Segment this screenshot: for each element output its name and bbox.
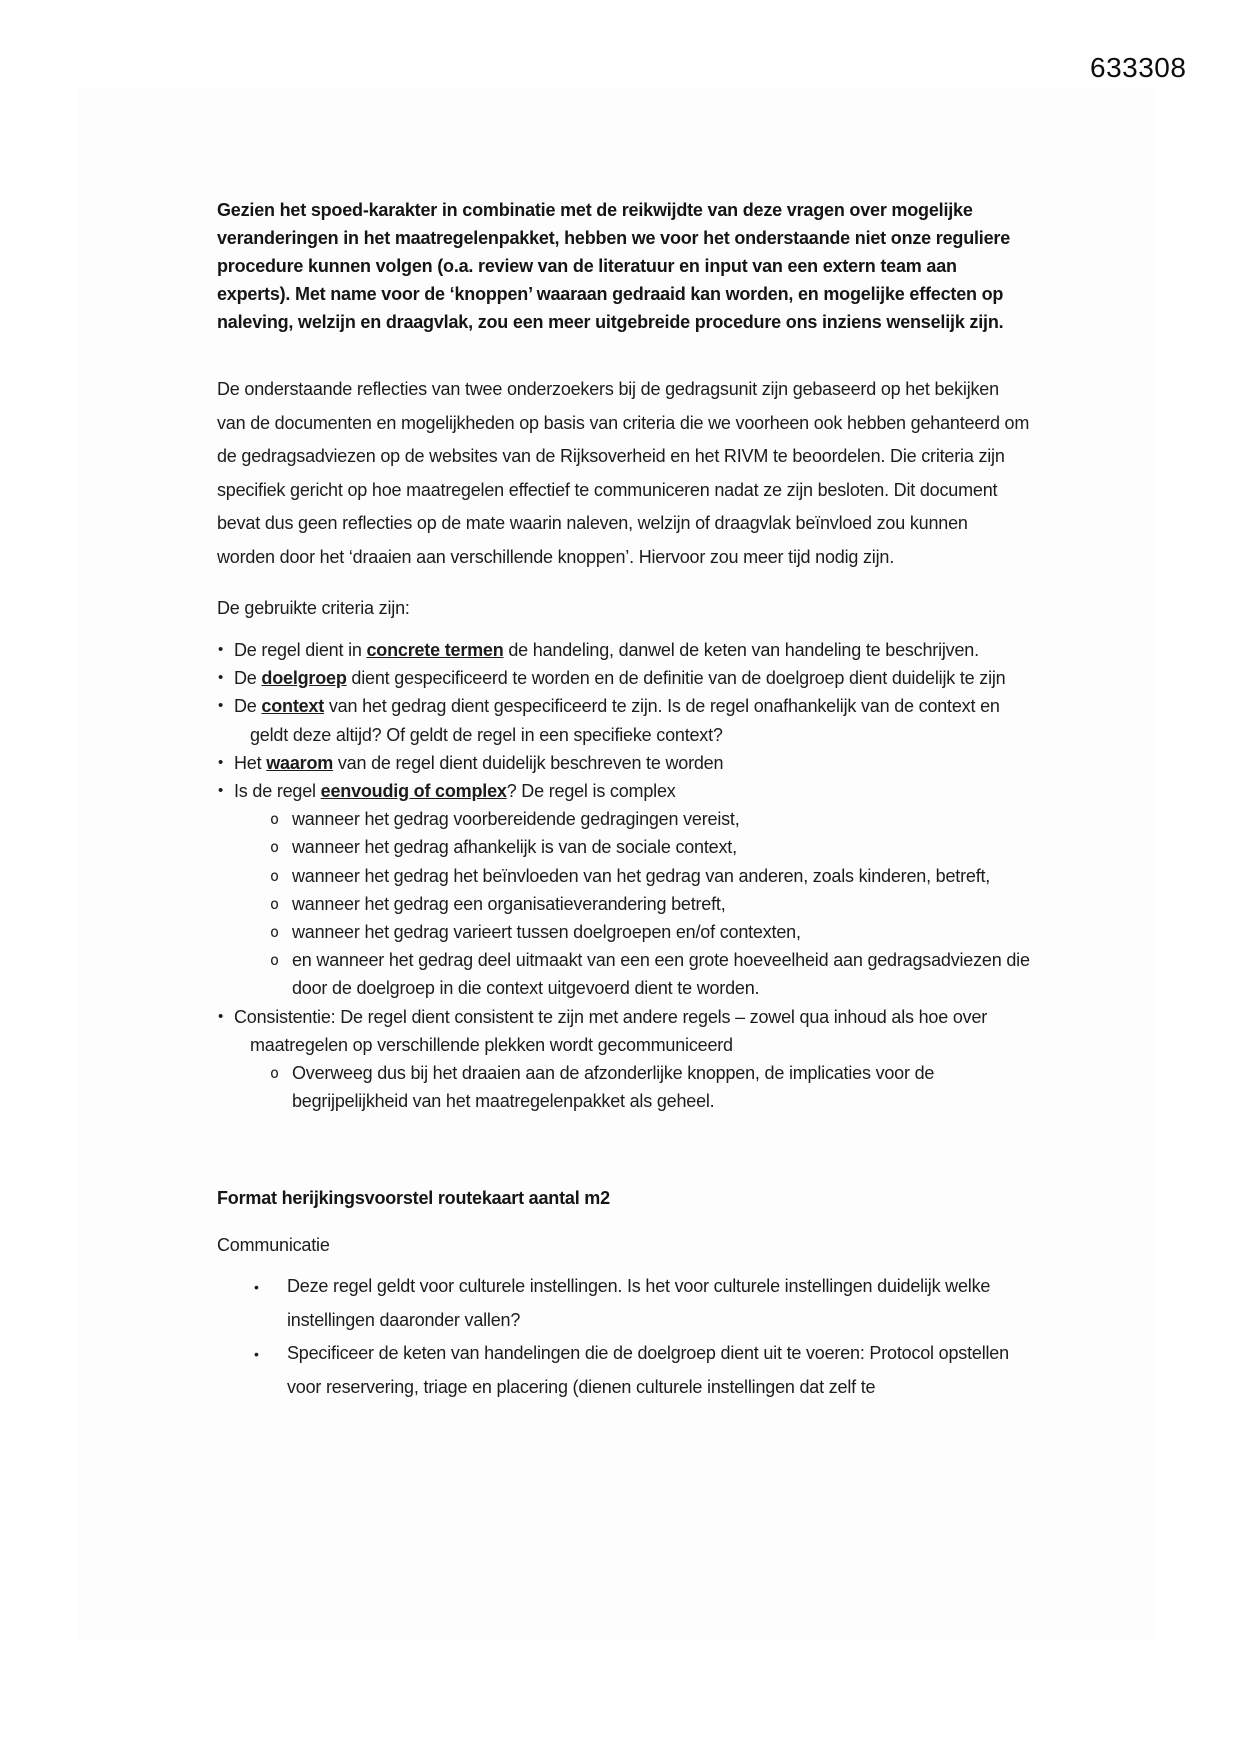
criteria-item: [217, 636, 1030, 664]
bullet-icon: •: [218, 669, 224, 687]
document-content: [217, 196, 1030, 1404]
circle-bullet-icon: o: [270, 810, 279, 829]
complex-condition-text: wanneer het gedrag afhankelijk is van de sociale context,: [292, 837, 737, 858]
complex-condition-text: wanneer het gedrag varieert tussen doelgroepen en/of contexten,: [292, 922, 801, 943]
communicatie-item: [217, 1337, 1030, 1404]
bullet-icon: •: [218, 782, 224, 800]
complex-condition-text: wanneer het gedrag voorbereidende gedragingen vereist,: [292, 809, 740, 830]
communicatie-text: Deze regel geldt voor culturele instellingen. Is het voor culturele instellingen duidelijk welke instellingen daaronder vallen?: [287, 1276, 991, 1330]
bullet-icon: •: [254, 1346, 259, 1363]
complex-condition-item: [217, 862, 1030, 890]
criteria-item: [217, 749, 1030, 777]
complex-condition-item: [217, 946, 1030, 1002]
communicatie-label: Communicatie: [217, 1235, 330, 1256]
reflections-paragraph: De onderstaande reflecties van twee onderzoekers bij de gedragsunit zijn gebaseerd op het bekijken van de documenten en mogelijkheden op basis van criteria die we voorheen ook hebben gehanteerd om de gedragsadviezen op de websites van de Rijksoverheid en het RIVM te beoordelen. Die criteria zijn specifiek gericht op hoe maatregelen effectief te communiceren nadat ze zijn besloten. Dit document bevat dus geen reflecties op de mate waarin naleven, welzijn of draagvlak beïnvloed zou kunnen worden door het ‘draaien aan verschillende knoppen’. Hiervoor zou meer tijd nodig zijn.: [217, 379, 1030, 567]
criteria-text-post: van het gedrag dient gespecificeerd te zijn. Is de regel onafhankelijk van de context en geldt deze altijd? Of geldt de regel in een specifieke context?: [250, 696, 1000, 745]
complex-condition-item: [217, 805, 1030, 833]
circle-bullet-icon: o: [270, 1064, 279, 1083]
format-section-heading: Format herijkingsvoorstel routekaart aantal m2: [217, 1188, 610, 1209]
criteria-intro-line: De gebruikte criteria zijn:: [217, 598, 410, 618]
criteria-text-post: de handeling, danwel de keten van handeling te beschrijven.: [503, 640, 979, 660]
criteria-text-pre: De: [234, 668, 262, 689]
criteria-list: [217, 636, 1030, 1115]
bullet-icon: •: [218, 641, 224, 658]
criteria-item: [217, 692, 1030, 748]
circle-bullet-icon: o: [270, 866, 279, 885]
criteria-text-post: ? De regel is complex: [506, 781, 676, 802]
bullet-icon: •: [218, 1007, 224, 1025]
criteria-text-pre: Het: [234, 752, 267, 773]
bullet-icon: •: [218, 753, 224, 771]
complex-condition-text: en wanneer het gedrag deel uitmaakt van een een grote hoeveelheid aan gedragsadviezen die door de doelgroep in die context uitgevoerd dient te worden.: [292, 950, 1030, 999]
consistency-item: [217, 1003, 1030, 1059]
circle-bullet-icon: o: [270, 923, 279, 942]
communicatie-item: [217, 1270, 1030, 1337]
criteria-text-pre: Is de regel: [234, 781, 321, 802]
criteria-item: [217, 664, 1030, 692]
circle-bullet-icon: o: [270, 894, 279, 913]
page-reference-number: 633308: [1090, 52, 1187, 83]
criteria-text-pre: De: [234, 696, 262, 717]
criteria-term: concrete termen: [366, 640, 504, 660]
complex-condition-text: wanneer het gedrag het beïnvloeden van het gedrag van anderen, zoals kinderen, betreft,: [292, 865, 991, 886]
criteria-item: [217, 777, 1030, 805]
criteria-text-post: dient gespecificeerd te worden en de definitie van de doelgroep dient duidelijk te zijn: [346, 668, 1006, 689]
communicatie-list: [217, 1270, 1030, 1404]
complex-condition-item: [217, 890, 1030, 918]
circle-bullet-icon: o: [270, 838, 279, 857]
communicatie-text: Specificeer de keten van handelingen die de doelgroep dient uit te voeren: Protocol opstellen voor reservering, triage en placering (dienen culturele instellingen dat zelf te: [287, 1343, 1009, 1397]
complex-condition-item: [217, 833, 1030, 861]
consistency-sub-text: Overweeg dus bij het draaien aan de afzonderlijke knoppen, de implicaties voor de begrijpelijkheid van het maatregelenpakket als geheel.: [292, 1063, 935, 1112]
criteria-text-post: van de regel dient duidelijk beschreven te worden: [333, 752, 724, 773]
bullet-icon: •: [254, 1279, 259, 1296]
complex-condition-item: [217, 918, 1030, 946]
complex-condition-text: wanneer het gedrag een organisatieverandering betreft,: [292, 893, 726, 914]
criteria-term: waarom: [266, 752, 334, 773]
consistency-sub-item: [217, 1059, 1030, 1115]
criteria-term: doelgroep: [261, 668, 347, 689]
criteria-text-pre: De regel dient in: [234, 640, 367, 660]
consistency-text: Consistentie: De regel dient consistent te zijn met andere regels – zowel qua inhoud als hoe over maatregelen op verschillende plekken wordt gecommuniceerd: [234, 1006, 988, 1055]
bullet-icon: •: [218, 697, 224, 715]
intro-paragraph: Gezien het spoed-karakter in combinatie met de reikwijdte van deze vragen over mogelijke veranderingen in het maatregelenpakket, hebben we voor het onderstaande niet onze reguliere procedure kunnen volgen (o.a. review van de literatuur en input van een extern team aan experts). Met name voor de ‘knoppen’ waaraan gedraaid kan worden, en mogelijke effecten op naleving, welzijn en draagvlak, zou een meer uitgebreide procedure ons inziens wenselijk zijn.: [217, 200, 1011, 332]
criteria-term: eenvoudig of complex: [320, 781, 507, 802]
criteria-term: context: [261, 696, 325, 717]
circle-bullet-icon: o: [270, 951, 279, 970]
